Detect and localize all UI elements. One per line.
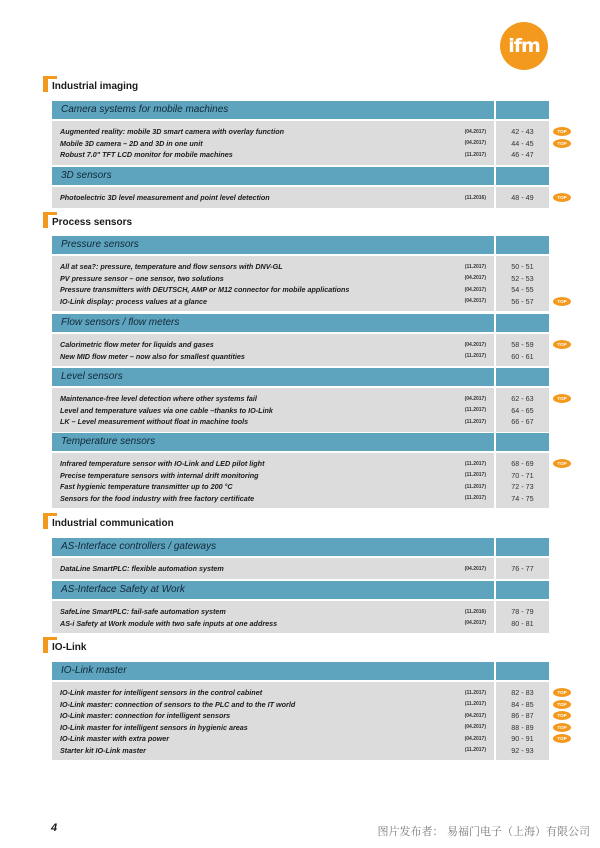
toc-entry[interactable] (60, 710, 486, 722)
toc-entry[interactable] (60, 273, 486, 285)
page-list (496, 121, 549, 165)
entry-pages[interactable]: 52 - 53 (511, 273, 534, 283)
section-body (52, 388, 549, 432)
section-header (52, 314, 549, 332)
entry-pages[interactable]: 92 - 93 (511, 745, 534, 755)
entry-date: (11.2017) (464, 407, 486, 414)
entry-pages[interactable]: 82 - 83 (511, 688, 534, 698)
entry-list (52, 187, 494, 208)
entry-date: (04.2017) (464, 140, 486, 147)
top-badge-icon: TOP (553, 139, 571, 148)
entry-title: IO-Link master: connection for intelligent sensors (60, 711, 231, 721)
entry-pages[interactable]: 88 - 89 (511, 722, 534, 732)
entry-title: Photoelectric 3D level measurement and point level detection (60, 193, 270, 203)
entry-title: PV pressure sensor – one sensor, two solutions (60, 273, 224, 283)
toc-entry[interactable] (60, 470, 486, 482)
top-badge-icon: TOP (553, 723, 571, 732)
entry-list (52, 453, 494, 508)
page-list (496, 388, 549, 432)
entry-pages[interactable]: 48 - 49 (511, 193, 534, 203)
entry-title: AS-i Safety at Work module with two safe inputs at one address (60, 618, 278, 628)
entry-date: (04.2017) (464, 565, 486, 572)
top-badge-icon: TOP (553, 459, 571, 468)
section-header (52, 538, 549, 556)
entry-date: (11.2017) (464, 151, 486, 158)
section-header-pages-cell (496, 433, 549, 451)
footer-credit: 图片发布者： 易福门电子（上海）有限公司 (377, 825, 590, 838)
entry-title: LK – Level measurement without float in machine tools (60, 417, 249, 427)
section-header (52, 581, 549, 599)
group-title: Process sensors (43, 212, 132, 232)
entry-title: Calorimetric flow meter for liquids and gases (60, 340, 214, 350)
top-badge-icon: TOP (553, 394, 571, 403)
top-badge-icon: TOP (553, 700, 571, 709)
section-body (52, 453, 549, 508)
toc-entry[interactable] (60, 618, 486, 630)
top-badge-icon: TOP (553, 688, 571, 697)
toc-entry[interactable] (60, 296, 486, 308)
toc-entry[interactable] (60, 733, 486, 745)
section-title: Camera systems for mobile machines (52, 101, 494, 119)
entry-pages[interactable]: 72 - 73 (511, 482, 534, 492)
group-title: Industrial imaging (43, 76, 138, 96)
entry-title: Precise temperature sensors with internal drift monitoring (60, 470, 259, 480)
entry-date: (04.2017) (464, 735, 486, 742)
section-body (52, 121, 549, 165)
toc-entry[interactable] (60, 606, 486, 618)
entry-title: SafeLine SmartPLC: fail-safe automation system (60, 607, 226, 617)
section-title: 3D sensors (52, 167, 494, 185)
entry-list (52, 601, 494, 633)
entry-title: Pressure transmitters with DEUTSCH, AMP or M12 connector for mobile applications (60, 285, 350, 295)
toc-entry[interactable] (60, 481, 486, 493)
section-header-pages-cell (496, 662, 549, 680)
section-title: AS-Interface Safety at Work (52, 581, 494, 599)
section-body (52, 187, 549, 208)
entry-date: (04.2017) (464, 395, 486, 402)
group-title: IO-Link (43, 637, 86, 657)
entry-pages[interactable]: 84 - 85 (511, 699, 534, 709)
entry-title: New MID flow meter – now also for smallest quantities (60, 351, 245, 361)
section-header (52, 236, 549, 254)
section-title: Flow sensors / flow meters (52, 314, 494, 332)
toc-entry[interactable] (60, 138, 486, 150)
entry-list (52, 388, 494, 432)
entry-list (52, 256, 494, 311)
page-list (496, 256, 549, 311)
entry-title: Fast hygienic temperature transmitter up to 200 °C (60, 482, 233, 492)
ifm-logo: ifm (500, 22, 548, 70)
section-title: Level sensors (52, 368, 494, 386)
entry-title: Maintenance-free level detection where other systems fail (60, 394, 257, 404)
entry-date: (11.2017) (464, 353, 486, 360)
toc-entry[interactable] (60, 699, 486, 711)
toc-entry[interactable] (60, 405, 486, 417)
entry-date: (11.2017) (464, 418, 486, 425)
section-title: Temperature sensors (52, 433, 494, 451)
entry-title: Infrared temperature sensor with IO-Link and LED pilot light (60, 459, 265, 469)
toc-entry[interactable] (60, 393, 486, 405)
section-header (52, 433, 549, 451)
section-header-pages-cell (496, 236, 549, 254)
toc-entry[interactable] (60, 149, 486, 161)
section-title: IO-Link master (52, 662, 494, 680)
entry-title: Augmented reality: mobile 3D smart camera with overlay function (60, 127, 285, 137)
toc-entry[interactable] (60, 458, 486, 470)
page-list (496, 334, 549, 366)
toc-entry[interactable] (60, 493, 486, 505)
entry-pages[interactable]: 54 - 55 (511, 285, 534, 295)
entry-date: (04.2017) (464, 724, 486, 731)
entry-title: DataLine SmartPLC: flexible automation system (60, 564, 224, 574)
section-header-pages-cell (496, 167, 549, 185)
page-list (496, 682, 549, 760)
entry-title: All at sea?: pressure, temperature and flow sensors with DNV-GL (60, 262, 283, 272)
entry-pages[interactable]: 76 - 77 (511, 564, 534, 574)
entry-date: (04.2017) (464, 128, 486, 135)
toc-entry[interactable] (60, 339, 486, 351)
entry-title: Level and temperature values via one cable –thanks to IO-Link (60, 405, 273, 415)
entry-pages[interactable]: 46 - 47 (511, 150, 534, 160)
top-badge-icon: TOP (553, 297, 571, 306)
toc-entry[interactable] (60, 284, 486, 296)
entry-date: (11.2016) (464, 608, 486, 615)
entry-date: (11.2017) (464, 483, 486, 490)
entry-pages[interactable]: 78 - 79 (511, 607, 534, 617)
entry-list (52, 334, 494, 366)
entry-date: (04.2017) (464, 341, 486, 348)
toc-entry[interactable] (60, 563, 486, 575)
section-header (52, 662, 549, 680)
entry-pages[interactable]: 86 - 87 (511, 711, 534, 721)
section-title: Pressure sensors (52, 236, 494, 254)
entry-date: (04.2017) (464, 286, 486, 293)
section-title: AS-Interface controllers / gateways (52, 538, 494, 556)
entry-title: IO-Link master with extra power (60, 734, 170, 744)
entry-date: (04.2017) (464, 298, 486, 305)
top-badge-icon: TOP (553, 127, 571, 136)
entry-pages[interactable]: 44 - 45 (511, 138, 534, 148)
toc-entry[interactable] (60, 722, 486, 734)
entry-pages[interactable]: 50 - 51 (511, 262, 534, 272)
entry-date: (11.2017) (464, 747, 486, 754)
top-badge-icon: TOP (553, 340, 571, 349)
entry-pages[interactable]: 62 - 63 (511, 394, 534, 404)
page-list (496, 453, 549, 508)
entry-date: (04.2017) (464, 620, 486, 627)
entry-date: (11.2017) (464, 263, 486, 270)
toc-entry[interactable] (60, 261, 486, 273)
entry-title: IO-Link master: connection of sensors to the PLC and to the IT world (60, 699, 296, 709)
entry-title: IO-Link master for intelligent sensors in hygienic areas (60, 722, 248, 732)
section-body (52, 256, 549, 311)
entry-pages[interactable]: 70 - 71 (511, 470, 534, 480)
entry-pages[interactable]: 74 - 75 (511, 493, 534, 503)
toc-entry[interactable] (60, 351, 486, 363)
entry-date: (11.2017) (464, 472, 486, 479)
section-header (52, 368, 549, 386)
toc-entry[interactable] (60, 687, 486, 699)
entry-title: Starter kit IO-Link master (60, 745, 146, 755)
entry-pages[interactable]: 66 - 67 (511, 417, 534, 427)
entry-pages[interactable]: 68 - 69 (511, 459, 534, 469)
entry-title: Mobile 3D camera – 2D and 3D in one unit (60, 138, 203, 148)
toc-entry[interactable] (60, 416, 486, 428)
section-header (52, 167, 549, 185)
entry-date: (11.2016) (464, 194, 486, 201)
entry-pages[interactable]: 90 - 91 (511, 734, 534, 744)
section-header-pages-cell (496, 538, 549, 556)
toc-entry[interactable] (60, 126, 486, 138)
entry-pages[interactable]: 56 - 57 (511, 296, 534, 306)
section-body (52, 682, 549, 760)
entry-list (52, 682, 494, 760)
entry-list (52, 121, 494, 165)
entry-date: (11.2017) (464, 689, 486, 696)
entry-pages[interactable]: 64 - 65 (511, 405, 534, 415)
section-header (52, 101, 549, 119)
page-number: 4 (51, 822, 58, 834)
top-badge-icon: TOP (553, 734, 571, 743)
toc-entry[interactable] (60, 192, 486, 204)
entry-date: (04.2017) (464, 712, 486, 719)
entry-title: IO-Link display: process values at a glance (60, 296, 207, 306)
section-header-pages-cell (496, 101, 549, 119)
entry-pages[interactable]: 80 - 81 (511, 618, 534, 628)
section-body (52, 334, 549, 366)
entry-title: Sensors for the food industry with free factory certificate (60, 493, 255, 503)
top-badge-icon: TOP (553, 711, 571, 720)
entry-date: (04.2017) (464, 275, 486, 282)
entry-date: (11.2017) (464, 495, 486, 502)
section-header-pages-cell (496, 368, 549, 386)
entry-list (52, 558, 494, 579)
entry-title: IO-Link master for intelligent sensors in the control cabinet (60, 688, 263, 698)
page-list (496, 558, 549, 579)
section-header-pages-cell (496, 581, 549, 599)
entry-title: Robust 7.0" TFT LCD monitor for mobile machines (60, 150, 233, 160)
toc-entry[interactable] (60, 745, 486, 757)
group-title: Industrial communication (43, 513, 174, 533)
entry-pages[interactable]: 60 - 61 (511, 351, 534, 361)
entry-date: (11.2017) (464, 701, 486, 708)
top-badge-icon: TOP (553, 193, 571, 202)
entry-pages[interactable]: 58 - 59 (511, 340, 534, 350)
entry-date: (11.2017) (464, 460, 486, 467)
section-body (52, 558, 549, 579)
section-header-pages-cell (496, 314, 549, 332)
entry-pages[interactable]: 42 - 43 (511, 127, 534, 137)
section-body (52, 601, 549, 633)
page-list (496, 187, 549, 208)
page-list (496, 601, 549, 633)
